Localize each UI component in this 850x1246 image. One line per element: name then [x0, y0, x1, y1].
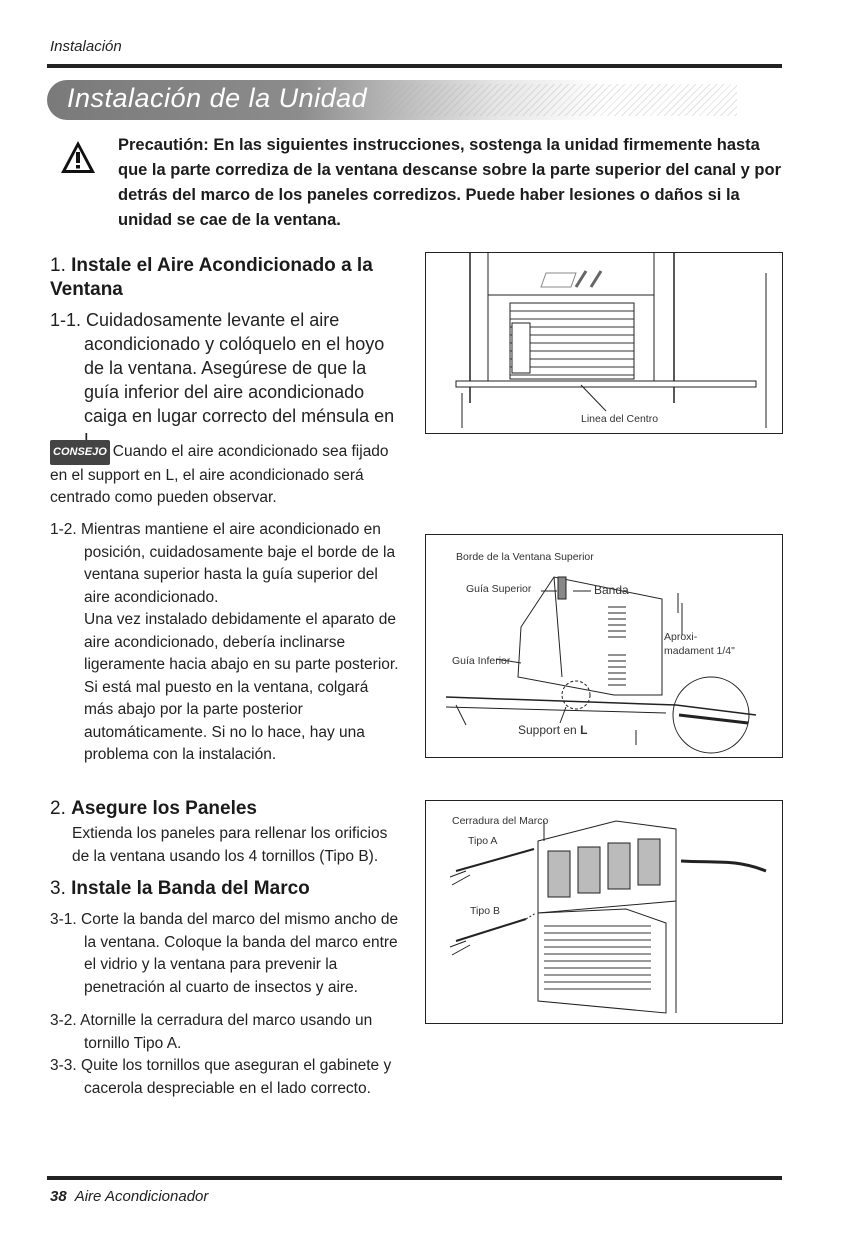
footer-title: Aire Acondicionador	[74, 1188, 209, 1205]
center-line-label: Linea del Centro	[581, 413, 659, 425]
banner-hatch-decoration	[377, 84, 737, 116]
step3-sub2: 3-2. Atornille la cerradura del marco usando un tornillo Tipo A.	[50, 1012, 373, 1052]
step1-sub2-text-b: Una vez instalado debidamente el aparato de aire acondicionado, debería inclinarse ligeramente hacia abajo en su parte posterior. Si está mal puesto en la ventana, colgará más abajo por la parte posterior automáticamente. Si no lo hace, hay una problema con la instalación.	[84, 611, 399, 763]
step3-title: Instale la Banda del Marco	[71, 878, 310, 899]
support-label-l: L	[580, 723, 588, 737]
step3-sub1: 3-1. Corte la banda del marco del mismo ancho de la ventana. Coloque la banda del marco entre el vidrio y la ventana para prevenir la penetración al cuarto de insectos y aire.	[50, 911, 399, 996]
step1-sub2-number: 1-2.	[50, 521, 77, 538]
window-unit-front-drawing	[426, 253, 782, 433]
support-l-label	[518, 723, 587, 737]
top-window-edge-label: Borde de la Ventana Superior	[456, 551, 594, 563]
page-number: 38	[50, 1188, 67, 1205]
upper-guide-label: Guía Superior	[466, 583, 532, 595]
frame-lock-label: Cerradura del Marco	[452, 815, 549, 827]
step2-text: Extienda los paneles para rellenar los orificios de la ventana usando los 4 tornillos (Tipo B).	[72, 825, 388, 865]
section-label: Instalación	[50, 38, 122, 55]
approx-label-line2: madament 1/4"	[664, 645, 735, 657]
step1-sub2-text-a: Mientras mantiene el aire acondicionado en posición, cuidadosamente baje el borde de la ventana superior hasta la guía superior del aire acondicionado.	[81, 521, 396, 606]
step1-sub1-number: 1-1.	[50, 310, 82, 330]
section-banner	[47, 80, 782, 120]
lower-guide-label: Guía Inferior	[452, 655, 511, 667]
tip-text: Cuando el aire acondicionado sea fijado en el support en L, el aire acondicionado será centrado como pueden observar.	[50, 443, 389, 506]
step1-heading	[50, 254, 410, 302]
caution-text: Precautión: En las siguientes instrucciones, sostenga la unidad firmemente hasta que la parte corrediza de la ventana descanse sobre la parte superior del canal y por detrás del marco de los paneles corredizos. Puede haber lesiones o daños si la unidad se cae de la ventana.	[118, 136, 782, 229]
warning-icon	[60, 140, 96, 174]
approx-label-line1: Aproxi-	[664, 631, 698, 643]
page-footer	[50, 1188, 208, 1205]
type-a-label: Tipo A	[468, 835, 498, 847]
step3-heading	[50, 877, 410, 901]
step1-sub1-text: Cuidadosamente levante el aire acondicionado y colóquelo en el hoyo de la ventana. Asegúrese de que la guía inferior del aire acondicionado caiga en lugar correcto del ménsula en	[84, 310, 395, 426]
step2-title: Asegure los Paneles	[71, 798, 258, 819]
tip-block	[50, 440, 400, 510]
step2-heading	[50, 797, 410, 821]
step2-number: 2.	[50, 798, 66, 819]
banner-title: Instalación de la Unidad	[67, 83, 368, 113]
figure-window-unit-front	[425, 252, 783, 434]
step1-sub2	[50, 519, 400, 767]
figure-frame-install	[425, 800, 783, 1024]
step3-number: 3.	[50, 878, 66, 899]
figure-window-edge-side	[425, 534, 783, 758]
header-rule	[47, 64, 782, 68]
support-label-text: Support en	[518, 723, 577, 737]
step1-title: Instale el Aire Acondicionado a la Ventana	[50, 255, 373, 300]
step1-sub1	[50, 308, 398, 452]
tip-tag: CONSEJO	[50, 440, 110, 465]
type-b-label: Tipo B	[470, 905, 500, 917]
step1-number: 1.	[50, 255, 66, 276]
footer-rule	[47, 1176, 782, 1180]
band-label: Banda	[594, 583, 629, 597]
step3-sub3: 3-3. Quite los tornillos que aseguran el gabinete y cacerola despreciable en el lado correcto.	[50, 1057, 392, 1097]
